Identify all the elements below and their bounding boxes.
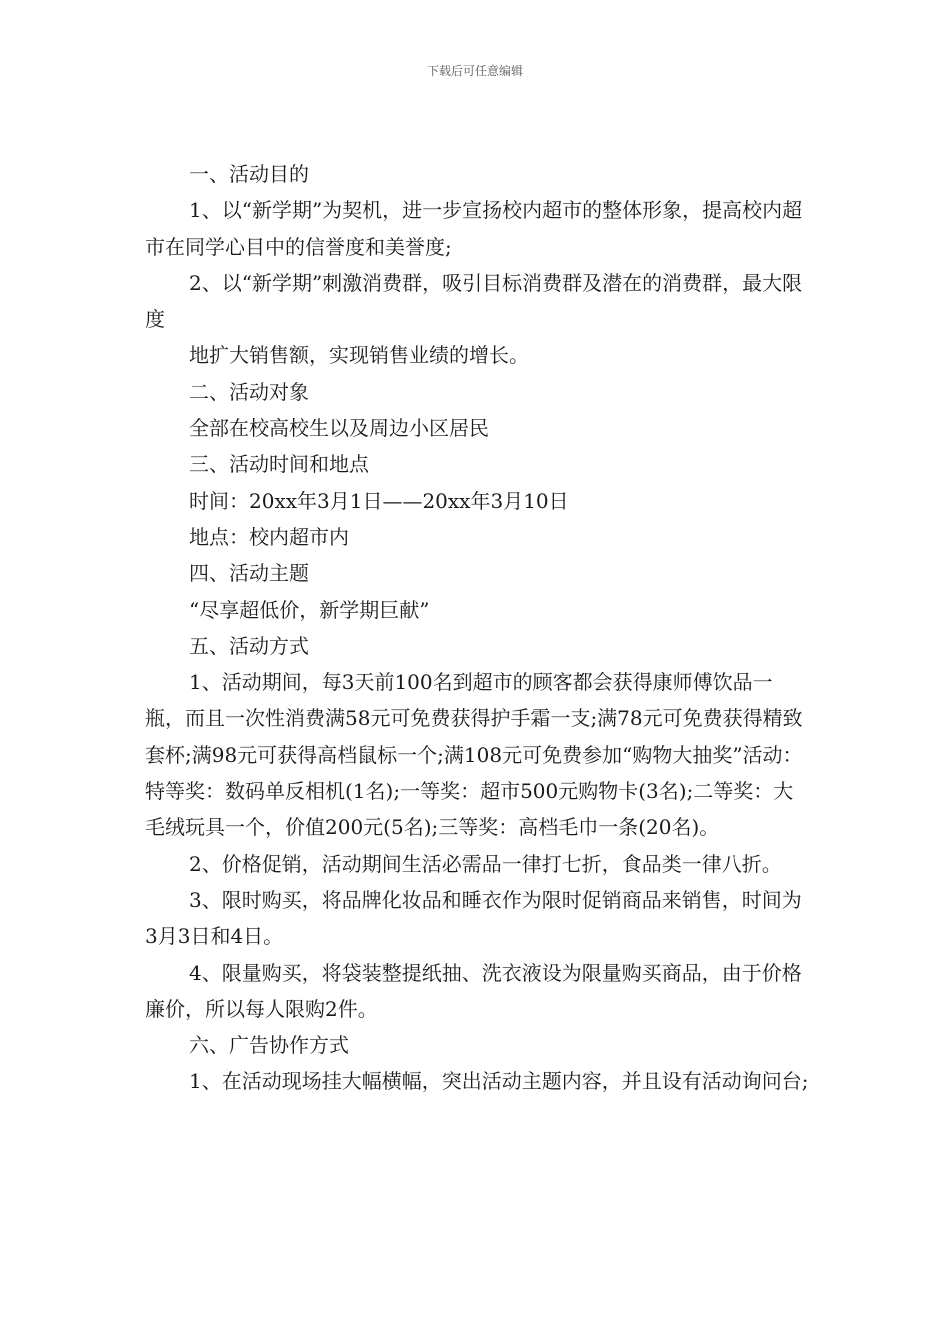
paragraph: 1、以“新学期”为契机，进一步宣扬校内超市的整体形象，提高校内超市在同学心目中的信誉度和美誉度;	[145, 198, 803, 259]
paragraph: “尽享超低价，新学期巨献”	[189, 597, 430, 622]
paragraph: 3、限时购买，将品牌化妆品和睡衣作为限时促销商品来销售，时间为3月3日和4日。	[145, 887, 802, 949]
section-heading-1: 一、活动目的	[189, 162, 309, 186]
section-heading-4: 四、活动主题	[189, 561, 309, 586]
paragraph: 地点：校内超市内	[189, 524, 349, 549]
paragraph: 1、在活动现场挂大幅横幅，突出活动主题内容，并且设有活动询问台;	[189, 1069, 809, 1094]
section-heading-2: 二、活动对象	[189, 379, 309, 404]
paragraph: 时间：20xx年3月1日——20xx年3月10日	[189, 488, 569, 513]
paragraph: 2、以“新学期”刺激消费群，吸引目标消费群及潜在的消费群，最大限度	[145, 270, 803, 332]
paragraph: 地扩大销售额，实现销售业绩的增长。	[189, 343, 529, 368]
section-heading-6: 六、广告协作方式	[189, 1033, 349, 1058]
section-heading-5: 五、活动方式	[189, 633, 309, 658]
paragraph: 1、活动期间，每3天前100名到超市的顾客都会获得康师傅饮品一瓶，而且一次性消费满58元可免费获得护手霜一支;满78元可免费获得精致套杯;满98元可获得高档鼠标一个;满108元可免费参加“购物大抽奖”活动：特等奖：数码单反相机(1名);一等奖：超市500元购物卡(3名);二等奖：大毛绒玩具一个，价值200元(5名);三等奖：高档毛巾一条(20名)。	[145, 670, 803, 840]
paragraph: 2、价格促销，活动期间生活必需品一律打七折，食品类一律八折。	[189, 851, 782, 876]
paragraph: 4、限量购买，将袋装整提纸抽、洗衣液设为限量购买商品，由于价格廉价，所以每人限购2件。	[145, 960, 802, 1021]
document-body	[145, 156, 810, 1100]
page-header-note: 下载后可任意编辑	[426, 64, 523, 78]
paragraph: 全部在校高校生以及周边小区居民	[189, 416, 489, 441]
section-heading-3: 三、活动时间和地点	[189, 452, 369, 477]
